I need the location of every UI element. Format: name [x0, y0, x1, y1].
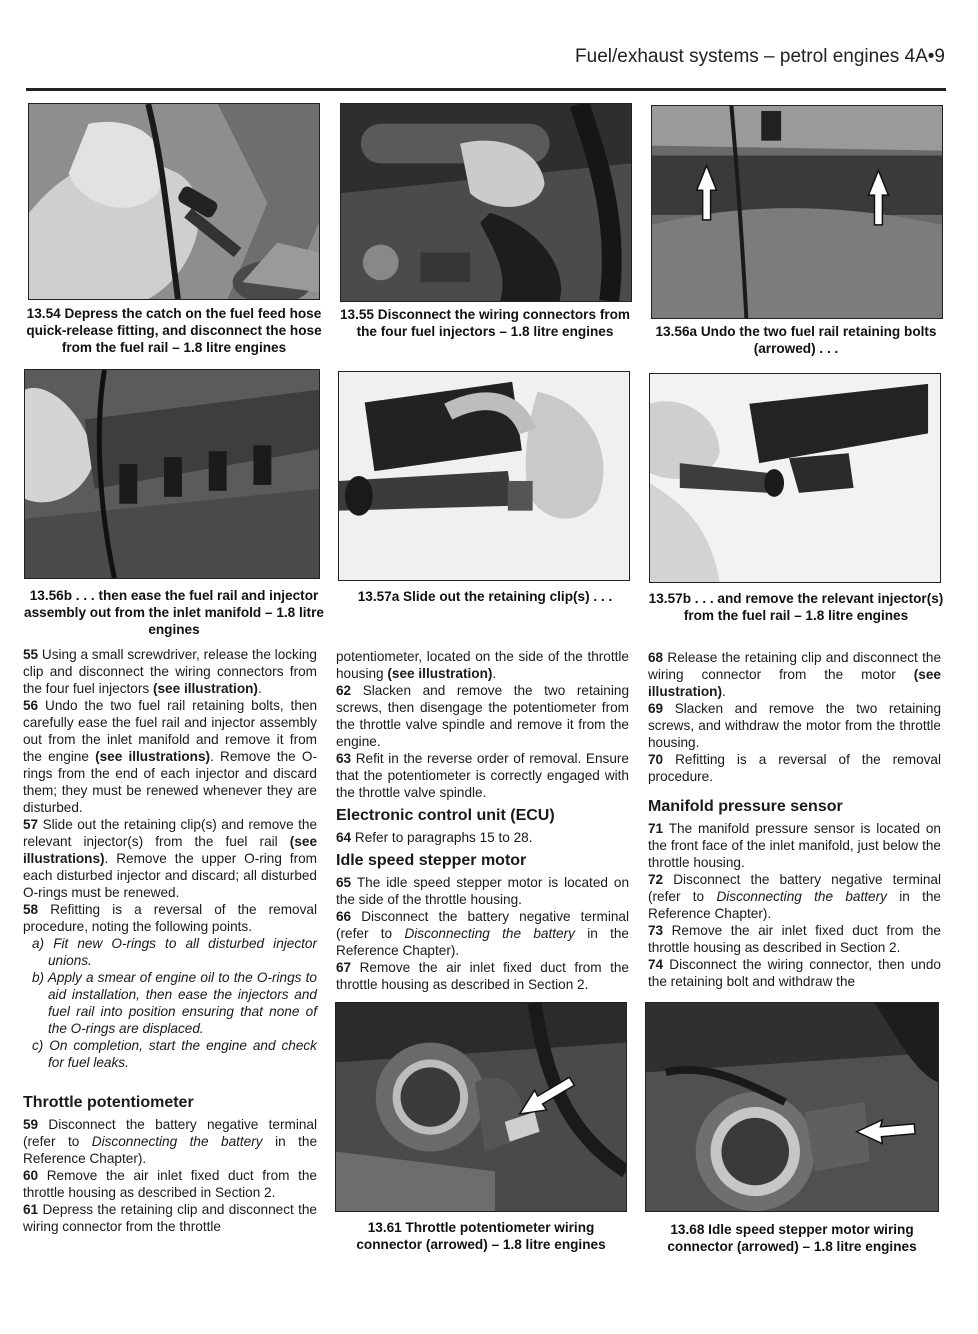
- photo-13-54: [28, 103, 320, 300]
- photo-13-61: [335, 1002, 627, 1212]
- paragraph-63: 63 Refit in the reverse order of removal. Ensure that the potentiometer is correctly engaged with the throttle valve spindle.: [336, 751, 629, 800]
- heading-throttle-potentiometer: Throttle potentiometer: [23, 1094, 194, 1111]
- photo-13-68: [645, 1002, 939, 1212]
- photo-13-55: [340, 103, 632, 302]
- caption-13-68: 13.68 Idle speed stepper motor wiring connector (arrowed) – 1.8 litre engines: [667, 1222, 917, 1254]
- heading-idle-speed-stepper-motor: Idle speed stepper motor: [336, 852, 527, 869]
- caption-13-61: 13.61 Throttle potentiometer wiring connector (arrowed) – 1.8 litre engines: [356, 1220, 606, 1252]
- heading-manifold-pressure-sensor: Manifold pressure sensor: [648, 798, 843, 815]
- caption-13-54: 13.54 Depress the catch on the fuel feed hose quick-release fitting, and disconnect the hose from the fuel rail – 1.8 litre engines: [26, 306, 322, 355]
- sub-item-b: b) Apply a smear of engine oil to the O-rings to aid installation, then ease the injectors and fuel rail into position ensuring that none of the O-rings are displaced.: [32, 970, 317, 1036]
- caption-13-56b: 13.56b . . . then ease the fuel rail and injector assembly out from the inlet manifold – 1.8 litre engines: [24, 588, 324, 637]
- paragraph-58: 58 Refitting is a reversal of the removal procedure, noting the following points.: [23, 902, 317, 934]
- paragraph-68: 68 Release the retaining clip and disconnect the wiring connector from the motor (see illustration).: [648, 650, 942, 699]
- paragraph-59: 59 Disconnect the battery negative terminal (refer to Disconnecting the battery in the Reference Chapter).: [23, 1117, 318, 1166]
- paragraph-64: 64 Refer to paragraphs 15 to 28.: [336, 830, 533, 845]
- caption-13-56a: 13.56a Undo the two fuel rail retaining bolts (arrowed) . . .: [655, 324, 937, 356]
- photo-13-56a: [651, 105, 943, 319]
- photo-13-57b: [649, 373, 941, 583]
- paragraph-72: 72 Disconnect the battery negative terminal (refer to Disconnecting the battery in the Reference Chapter).: [648, 872, 941, 921]
- photo-13-57a: [338, 371, 630, 581]
- page-header: Fuel/exhaust systems – petrol engines 4A•9: [575, 46, 945, 67]
- paragraph-57: 57 Slide out the retaining clip(s) and remove the relevant injector(s) from the fuel rail (see illustrations). Remove the upper O-ring from each disturbed injector and discard; all disturbed O-rings must be renewed.: [23, 817, 318, 900]
- paragraph-61-continued: potentiometer, located on the side of the throttle housing (see illustration).: [336, 649, 629, 681]
- paragraph-55: 55 Using a small screwdriver, release the locking clip and disconnect the wiring connectors from the four fuel injectors (see illustration).: [23, 647, 317, 696]
- paragraph-74: 74 Disconnect the wiring connector, then undo the retaining bolt and withdraw the: [648, 957, 941, 989]
- paragraph-67: 67 Remove the air inlet fixed duct from the throttle housing as described in Section 2.: [336, 960, 629, 992]
- paragraph-56: 56 Undo the two fuel rail retaining bolts, then carefully ease the fuel rail and injector assembly out from the inlet manifold and remove it from the engine (see illustrations). Remove the O-rings from the end of each injector and discard them; they must be renewed whenever they are disturbed.: [23, 698, 318, 815]
- paragraph-62: 62 Slacken and remove the two retaining screws, then disengage the potentiometer from the throttle valve spindle and remove it from the engine.: [336, 683, 630, 749]
- text-column-3: [648, 649, 941, 990]
- paragraph-69: 69 Slacken and remove the two retaining screws, and withdraw the motor from the throttle housing.: [648, 701, 942, 750]
- sub-item-c: c) On completion, start the engine and check for fuel leaks.: [32, 1038, 317, 1070]
- sub-item-a: a) Fit new O-rings to all disturbed injector unions.: [32, 936, 317, 968]
- paragraph-70: 70 Refitting is a reversal of the removal procedure.: [648, 752, 942, 784]
- text-column-1: [23, 646, 317, 1235]
- caption-13-57a: 13.57a Slide out the retaining clip(s) . . .: [357, 589, 613, 604]
- paragraph-66: 66 Disconnect the battery negative terminal (refer to Disconnecting the battery in the Reference Chapter).: [336, 909, 629, 958]
- text-column-2: [336, 648, 629, 993]
- caption-13-57b: 13.57b . . . and remove the relevant injector(s) from the fuel rail – 1.8 litre engines: [648, 591, 944, 623]
- paragraph-71: 71 The manifold pressure sensor is located on the front face of the inlet manifold, just below the throttle housing.: [648, 821, 941, 870]
- paragraph-60: 60 Remove the air inlet fixed duct from the throttle housing as described in Section 2.: [23, 1168, 317, 1200]
- paragraph-65: 65 The idle speed stepper motor is located on the side of the throttle housing.: [336, 875, 630, 907]
- paragraph-61: 61 Depress the retaining clip and disconnect the wiring connector from the throttle: [23, 1202, 317, 1234]
- heading-ecu: Electronic control unit (ECU): [336, 807, 555, 824]
- paragraph-73: 73 Remove the air inlet fixed duct from the throttle housing as described in Section 2.: [648, 923, 941, 955]
- photo-13-56b: [24, 369, 320, 579]
- caption-13-55: 13.55 Disconnect the wiring connectors from the four fuel injectors – 1.8 litre engines: [339, 307, 631, 339]
- header-rule: [26, 88, 946, 91]
